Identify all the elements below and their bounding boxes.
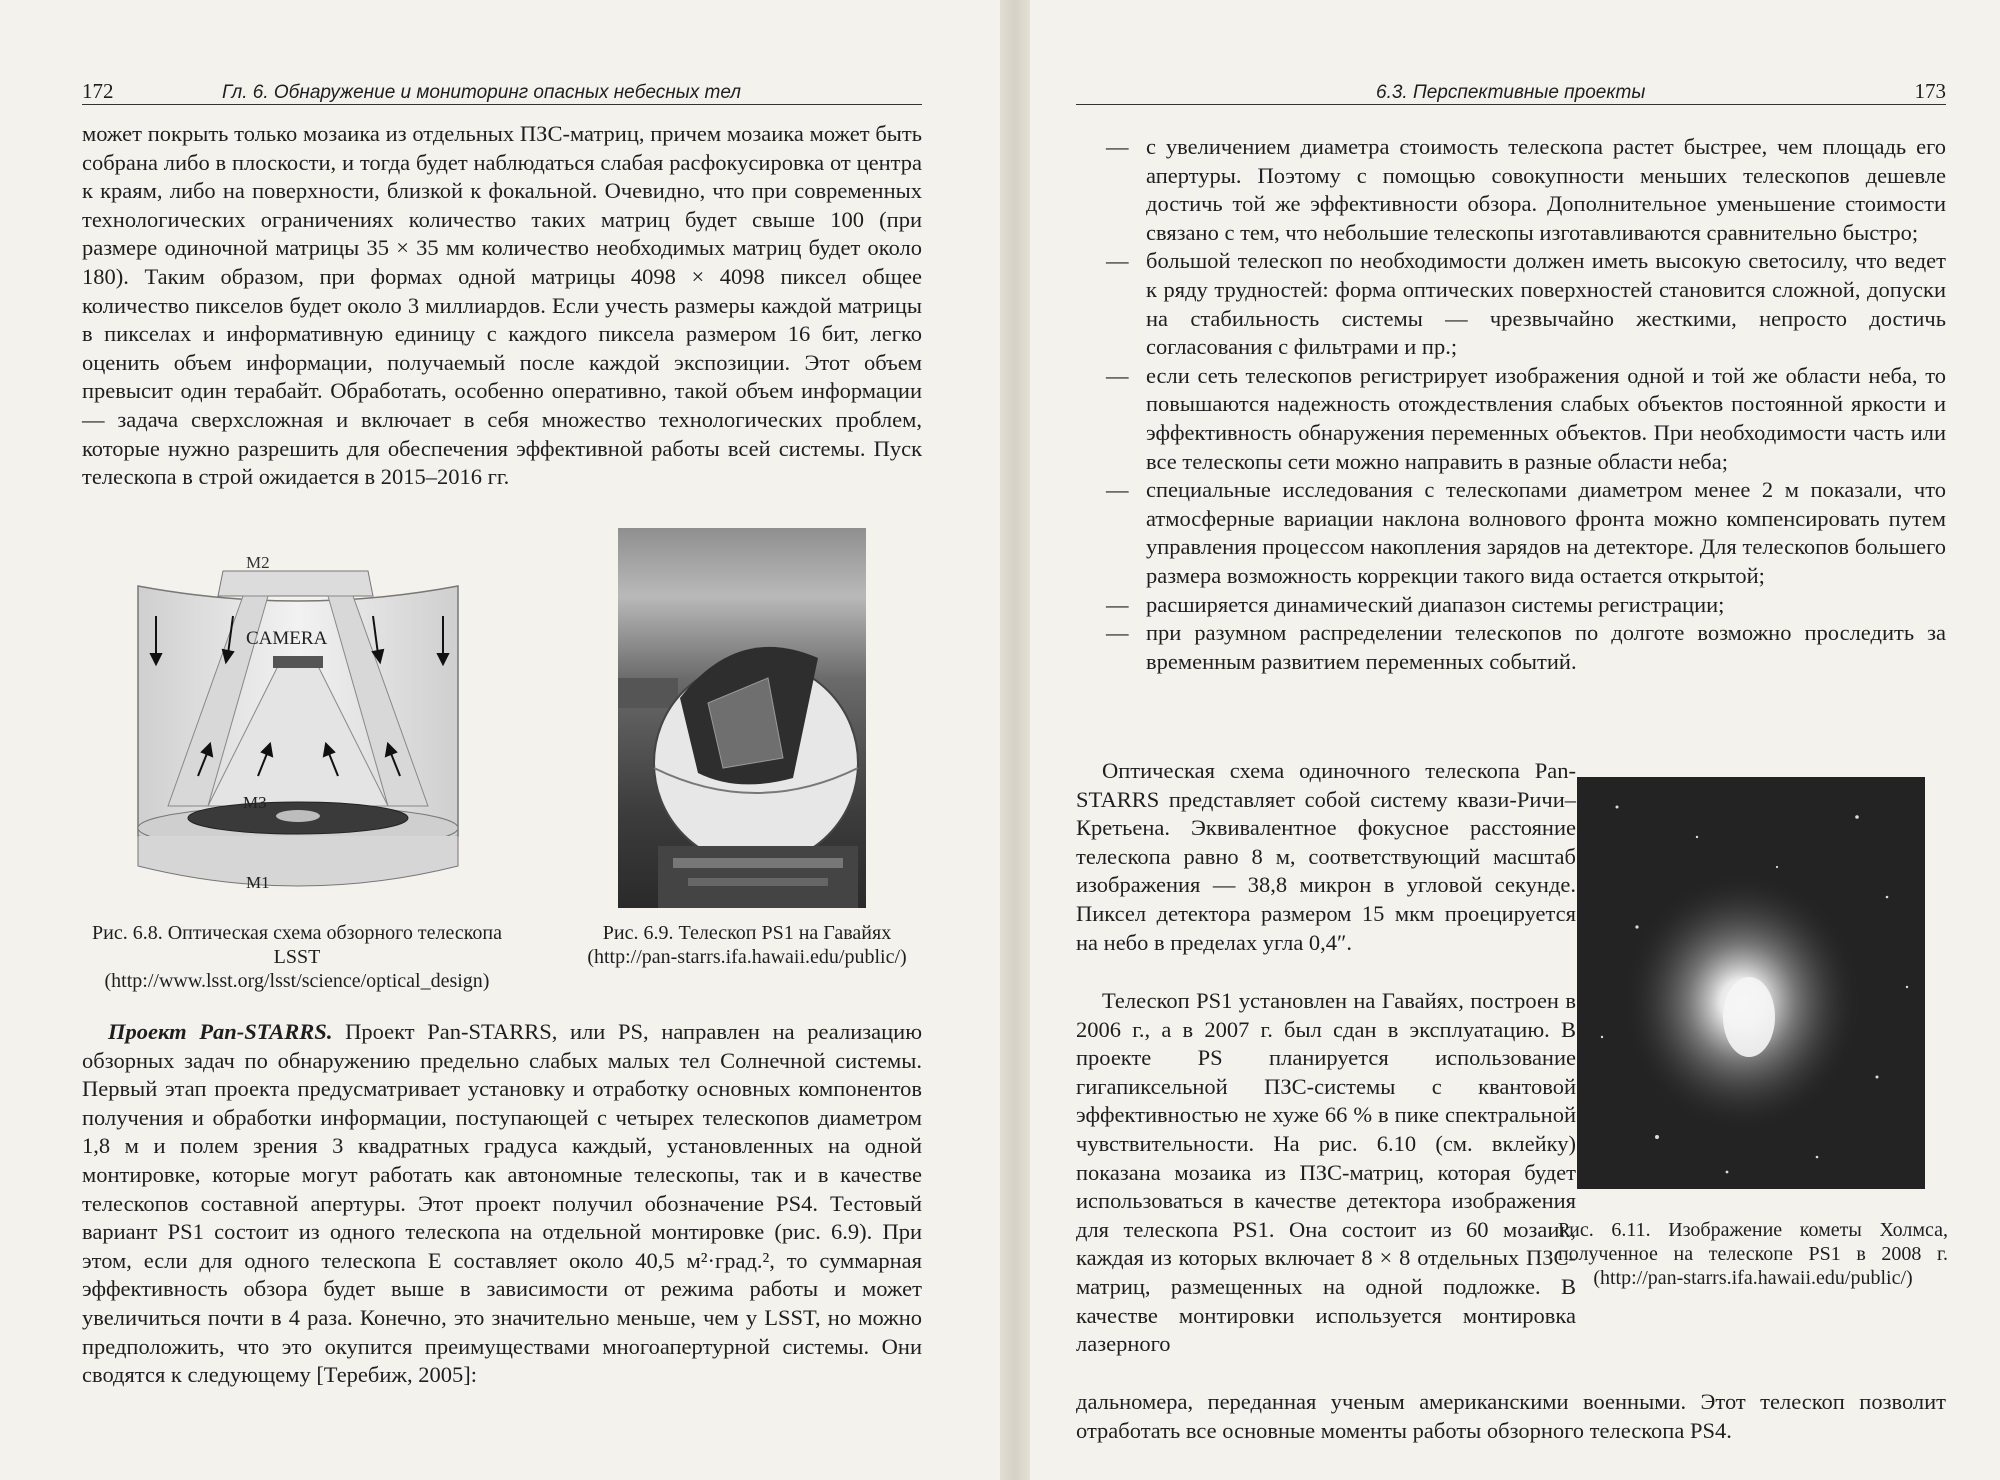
- right-page-header: [1076, 68, 1946, 105]
- figure-6-9-caption: Рис. 6.9. Телескоп PS1 на Гавайях (http://pan-starrs.ifa.hawaii.edu/public/): [587, 922, 907, 968]
- list-item: — если сеть телескопов регистрирует изображения одной и той же области неба, то повышаются надежность отождествления слабых объектов постоянной яркости и эффективность обнаружения переменных объектов. При необходимости часть или все телескопы сети можно направить в разные области неба;: [1106, 362, 1946, 474]
- advantages-list: [1106, 133, 1946, 676]
- figure-6-8-lsst-diagram: [128, 546, 468, 916]
- left-page-header: [82, 68, 922, 105]
- left-paragraph-2-text: Проект Pan-STARRS, или PS, направлен на реализацию обзорных задач по обнаружению предельно слабых малых тел Солнечной системы. Первый этап проекта предусматривает установку и отработку основных компонентов получения и обработки информации, поступающей с четырех телескопов диаметром 1,8 м и полем зрения 3 квадратных градуса каждый, установленных на одной монтировке, которые могут работать как автономные телескопы, так и в качестве телескопов составной апертуры. Этот проект получил обозначение PS4. Тестовый вариант PS1 состоит из одного телескопа на отдельной монтировке (рис. 6.9). При этом, если для одного телескопа E составляет около 40,5 м²·град.², то суммарная эффективность обзора будет выше в зависимости от режима работы и может увеличиться почти в 4 раза. Конечно, это значительно меньше, чем у LSST, но можно предположить, что это окупится преимуществами многоапертурной системы. Они сводятся к следующему [Теребиж, 2005]:: [82, 1019, 923, 1388]
- list-item: — большой телескоп по необходимости должен иметь высокую светосилу, что ведет к ряду трудностей: форма оптических поверхностей становится сложной, допуски на стабильность системы — чрезвычайно жесткими, непросто достичь согласования с фильтрами и пр.;: [1106, 248, 1946, 360]
- left-running-title: Гл. 6. Обнаружение и мониторинг опасных небесных тел: [222, 82, 741, 103]
- figure-6-9-ps1-photo: [618, 528, 866, 908]
- list-item: — расширяется динамический диапазон системы регистрации;: [1106, 591, 1725, 617]
- label-m3: M3: [243, 793, 267, 812]
- figure-6-8-caption: Рис. 6.8. Оптическая схема обзорного телескопа LSST (http://www.lsst.org/lsst/science/optical_design): [92, 922, 502, 992]
- left-paragraph-2: [82, 1018, 922, 1390]
- right-paragraph-3: Оптическая схема одиночного телескопа Pan-STARRS представляет собой систему квази-Ричи–Кретьена. Эквивалентное фокусное расстояние телескопа равно 8 м, соответствующий масштаб изображения — 38,8 микрон в угловой секунде. Пиксел детектора размером 15 мкм проецируется на небо в пределах угла 0,4″.: [1076, 758, 1576, 955]
- right-page-number: 173: [1914, 79, 1946, 103]
- section-lead-pan-starrs: Проект Pan-STARRS.: [108, 1019, 333, 1044]
- label-m2: M2: [246, 553, 270, 572]
- list-item: — специальные исследования с телескопами диаметром менее 2 м показали, что атмосферные вариации наклона волнового фронта можно компенсировать путем управления процессом накопления зарядов на детекторе. Для телескопов большего размера возможность коррекции такого вида остается открытой;: [1106, 477, 1946, 588]
- label-m1: M1: [246, 873, 270, 892]
- right-paragraph-5: дальномера, переданная ученым американскими военными. Этот телескоп позволит отработать все основные моменты работы обзорного телескопа PS4.: [1076, 1389, 1946, 1443]
- label-camera: CAMERA: [246, 628, 328, 649]
- book-gutter: [1000, 0, 1030, 1480]
- figure-6-11-comet-photo: [1577, 777, 1925, 1189]
- figure-6-11-caption: Рис. 6.11. Изображение кометы Холмса, полученное на телескопе PS1 в 2008 г. (http://pan-starrs.ifa.hawaii.edu/public/): [1558, 1219, 1948, 1289]
- left-page-number: 172: [82, 79, 114, 103]
- list-item: — при разумном распределении телескопов по долготе возможно проследить за временным развитием переменных событий.: [1106, 620, 1946, 674]
- list-item: — с увеличением диаметра стоимость телескопа растет быстрее, чем площадь его апертуры. Поэтому с помощью совокупности меньших телескопов дешевле достичь той же эффективности обзора. Дополнительное уменьшение стоимости связано с тем, что небольшие телескопы изготавливаются сравнительно быстро;: [1106, 134, 1946, 245]
- right-page: [1030, 0, 2000, 1480]
- left-paragraph-1: может покрыть только мозаика из отдельных ПЗС-матриц, причем мозаика может быть собрана либо в плоскости, и тогда будет наблюдаться слабая расфокусировка от центра к краям, либо на поверхности, близкой к фокальной. Очевидно, что при современных технологических ограничениях количество таких матриц будет свыше 100 (при размере одиночной матрицы 35 × 35 мм количество необходимых матриц будет около 180). Таким образом, при формах одной матрицы 4098 × 4098 пиксел общее количество пикселов будет около 3 миллиардов. Если учесть размеры каждой матрицы в пикселах и информативную единицу с каждого пиксела размером 16 бит, легко оценить объем информации, получаемый после каждой экспозиции. Этот объем превысит один терабайт. Обработать, особенно оперативно, такой объем информации — задача сверхсложная и включает в себя множество технологических проблем, которые нужно разрешить для обеспечения эффективной работы всей системы. Пуск телескопа в строй ожидается в 2015–2016 гг.: [82, 121, 922, 490]
- right-paragraph-4: Телескоп PS1 установлен на Гавайях, построен в 2006 г., а в 2007 г. был сдан в эксплуатацию. В проекте PS планируется использование гигапиксельной ПЗС-системы с квантовой эффективностью не хуже 66 % в пике спектральной чувствительности. На рис. 6.10 (см. вклейку) показана мозаика из ПЗС-матриц, которая будет использоваться в качестве детектора изображения для телескопа PS1. Она состоит из 60 мозаик, каждая из которых включает 8 × 8 отдельных ПЗС-матриц, размещенных на одной подложке. В качестве монтировки используется монтировка лазерного: [1076, 988, 1576, 1357]
- right-running-title: 6.3. Перспективные проекты: [1376, 82, 1646, 103]
